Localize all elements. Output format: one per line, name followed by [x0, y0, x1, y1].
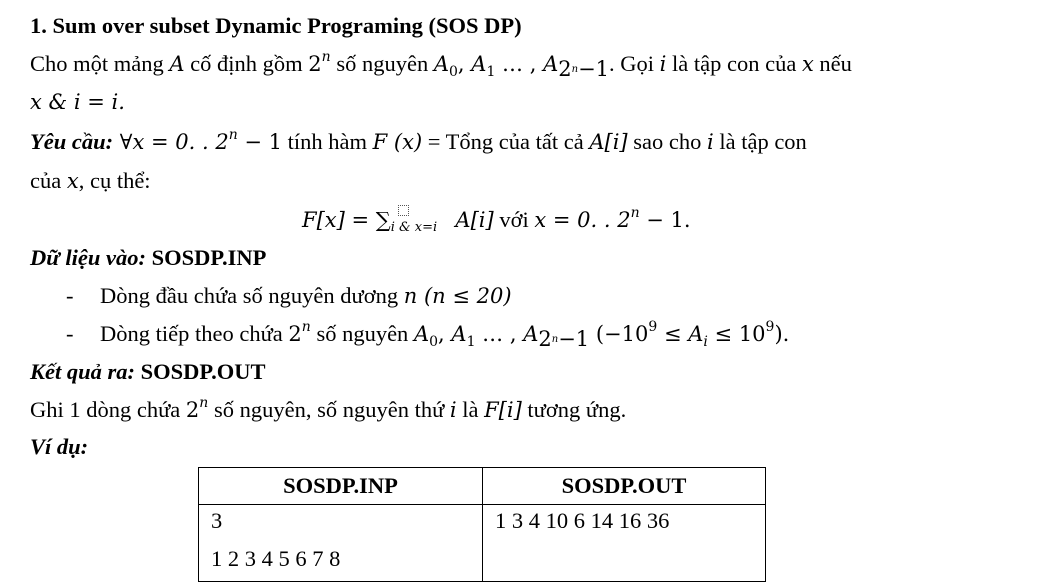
math-subscript: 2	[558, 57, 572, 81]
output-text: Ghi 1 dòng chứa	[30, 397, 186, 422]
math-var: i	[449, 398, 457, 422]
example-input-line: 1 2 3 4 5 6 7 8	[211, 545, 341, 571]
math-var: x	[66, 169, 79, 193]
math-var: A	[433, 52, 449, 76]
sigma-symbol: ∑	[375, 208, 391, 232]
math-expr: F[i]	[484, 398, 522, 422]
intro-text: số nguyên	[330, 51, 434, 76]
math-var: A	[471, 52, 487, 76]
intro-text: nếu	[813, 51, 852, 76]
math-punct: … ,	[495, 52, 544, 76]
sum-limits	[391, 211, 449, 233]
math-subscript: 2	[538, 327, 552, 351]
math-var: x	[801, 52, 814, 76]
math-exponent: n	[228, 127, 238, 143]
requirement-text: sao cho	[627, 129, 707, 154]
bullet-dash: -	[66, 321, 74, 346]
math-subscript: i	[703, 334, 708, 350]
math-exponent: 9	[648, 319, 658, 335]
math-subscript: 0	[449, 64, 458, 80]
formula-range: − 1.	[639, 208, 691, 232]
math-var: A	[543, 52, 559, 76]
example-header-input: SOSDP.INP	[199, 468, 483, 505]
example-output-cell	[483, 505, 766, 582]
intro-line-1	[30, 49, 852, 81]
example-output-line: 1 3 4 10 6 14 16 36	[495, 508, 670, 533]
requirement-label: Yêu cầu:	[30, 129, 114, 154]
example-input-cell	[199, 505, 483, 582]
math-exponent: 9	[765, 319, 775, 335]
requirement-text: tính hàm	[282, 129, 373, 154]
math-exponent: n	[321, 49, 331, 65]
empty-upper-limit-placeholder	[398, 205, 409, 216]
math-var: A	[523, 322, 539, 346]
math-punct: … ,	[475, 322, 524, 346]
math-subscript: −1	[578, 57, 610, 81]
math-var: A	[169, 52, 185, 76]
math-expr: ≤ A	[657, 322, 704, 346]
output-label: Kết quả ra:	[30, 359, 136, 384]
math-exponent: n	[551, 334, 559, 345]
subset-condition: x & i = i.	[30, 90, 125, 114]
output-description	[30, 395, 627, 422]
input-label: Dữ liệu vào:	[30, 245, 146, 270]
sos-formula	[302, 205, 691, 235]
math-exponent: n	[571, 64, 579, 75]
example-table-row	[199, 505, 766, 582]
intro-text: . Gọi	[609, 51, 660, 76]
sum-lower-limit: i & x=i	[390, 220, 438, 235]
math-var: A	[413, 322, 430, 346]
input-heading	[30, 247, 266, 270]
math-punct: ,	[457, 52, 472, 76]
math-subscript: −1	[558, 327, 590, 351]
section-heading: 1. Sum over subset Dynamic Programing (SOS DP)	[30, 13, 522, 38]
math-exponent: n	[199, 395, 209, 411]
requirement-text: là tập con	[713, 129, 807, 154]
math-var: i	[659, 52, 667, 76]
math-expr: A[i]	[589, 130, 628, 154]
output-text: là	[456, 397, 485, 422]
output-heading	[30, 361, 265, 384]
intro-text: là tập con của	[666, 51, 802, 76]
example-input-line: 3	[211, 508, 223, 533]
math-var: A	[451, 322, 467, 346]
math-punct: ,	[438, 322, 452, 346]
formula-term: A[i]	[448, 208, 494, 232]
math-number: 2	[308, 52, 322, 76]
requirement-text: của	[30, 168, 67, 193]
math-expr: (−10	[589, 322, 649, 346]
requirement-line-2	[30, 170, 151, 193]
requirement-text: , cụ thể:	[78, 168, 151, 193]
math-subscript: 1	[486, 64, 496, 80]
bullet-dash: -	[66, 283, 74, 308]
formula-range: x = 0. . 2	[534, 208, 631, 232]
math-subscript: 0	[429, 334, 439, 350]
math-expr: F (x)	[372, 130, 423, 154]
input-text: Dòng tiếp theo chứa	[100, 321, 289, 346]
example-label: Ví dụ:	[30, 434, 89, 459]
math-expr: ≤ 10	[707, 322, 766, 346]
formula-lhs: F[x] =	[302, 208, 376, 232]
input-text: Dòng đầu chứa số nguyên dương	[100, 283, 404, 308]
output-text: số nguyên, số nguyên thứ	[208, 397, 450, 422]
math-exponent: n	[301, 319, 311, 335]
math-expr: ∀x = 0. . 2	[113, 130, 229, 154]
input-filename: SOSDP.INP	[145, 245, 267, 270]
math-expr: − 1	[237, 130, 283, 154]
math-number: 2	[185, 398, 200, 422]
intro-text: Cho một mảng	[30, 51, 170, 76]
math-expr: n (n ≤ 20)	[403, 284, 512, 308]
output-filename: SOSDP.OUT	[135, 359, 266, 384]
requirement-text: = Tổng của tất cả	[422, 129, 590, 154]
math-expr: ).	[774, 322, 790, 346]
requirement-line-1	[30, 127, 807, 154]
example-table	[198, 467, 766, 582]
math-number: 2	[288, 322, 302, 346]
math-var: i	[707, 130, 714, 154]
output-text: tương ứng.	[521, 397, 627, 422]
input-text: số nguyên	[310, 321, 414, 346]
intro-text: cố định gồm	[184, 51, 309, 76]
example-header-output: SOSDP.OUT	[483, 468, 766, 505]
math-subscript: 1	[466, 334, 476, 350]
math-exponent: n	[630, 205, 640, 221]
formula-text: với	[493, 207, 535, 232]
example-table-header-row	[199, 468, 766, 505]
